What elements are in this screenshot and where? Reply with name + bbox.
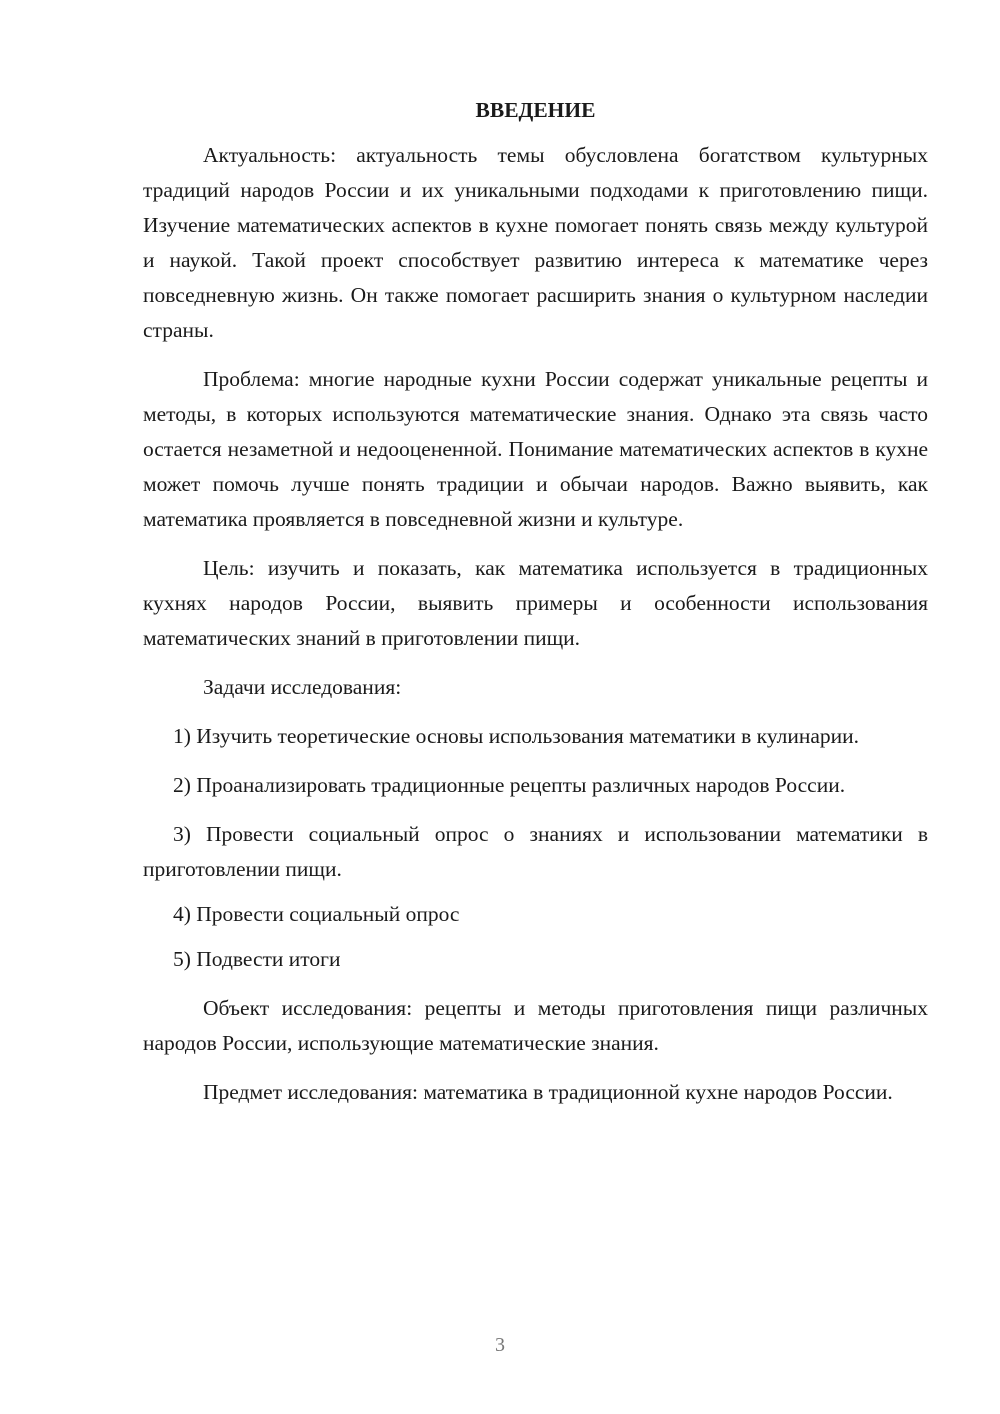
page-number: 3: [495, 1334, 505, 1356]
task-item-5: 5) Подвести итоги: [173, 947, 341, 971]
paragraph-problem: Проблема: многие народные кухни России содержат уникальные рецепты и методы, в которых используются математические знания. Однако эта связь часто остается незаметной и недооцененной. Понимание математических аспектов в кухне может помочь лучше понять традиции и обычаи народов. Важно выявить, как математика проявляется в повседневной жизни и культуре.: [143, 367, 928, 531]
task-item-1: 1) Изучить теоретические основы использования математики в кулинарии.: [173, 724, 860, 748]
section-title: ВВЕДЕНИЕ: [475, 98, 596, 122]
task-item-3: 3) Провести социальный опрос о знаниях и использовании математики в приготовлении пищи.: [143, 822, 928, 881]
paragraph-subject: Предмет исследования: математика в традиционной кухне народов России.: [203, 1080, 893, 1104]
paragraph-relevance: Актуальность: актуальность темы обусловлена богатством культурных традиций народов России и их уникальными подходами к приготовлению пищи. Изучение математических аспектов в кухне помогает понять связь между культурой и наукой. Такой проект способствует развитию интереса к математике через повседневную жизнь. Он также помогает расширить знания о культурном наследии страны.: [143, 143, 928, 342]
paragraph-goal: Цель: изучить и показать, как математика используется в традиционных кухнях народов России, выявить примеры и особенности использования математических знаний в приготовлении пищи.: [143, 556, 928, 650]
paragraph-tasks-heading: Задачи исследования:: [203, 675, 402, 699]
task-item-2: 2) Проанализировать традиционные рецепты различных народов России.: [173, 773, 846, 797]
paragraph-object: Объект исследования: рецепты и методы приготовления пищи различных народов России, использующие математические знания.: [143, 996, 928, 1055]
task-item-4: 4) Провести социальный опрос: [173, 902, 460, 926]
document-page: [143, 95, 928, 1120]
